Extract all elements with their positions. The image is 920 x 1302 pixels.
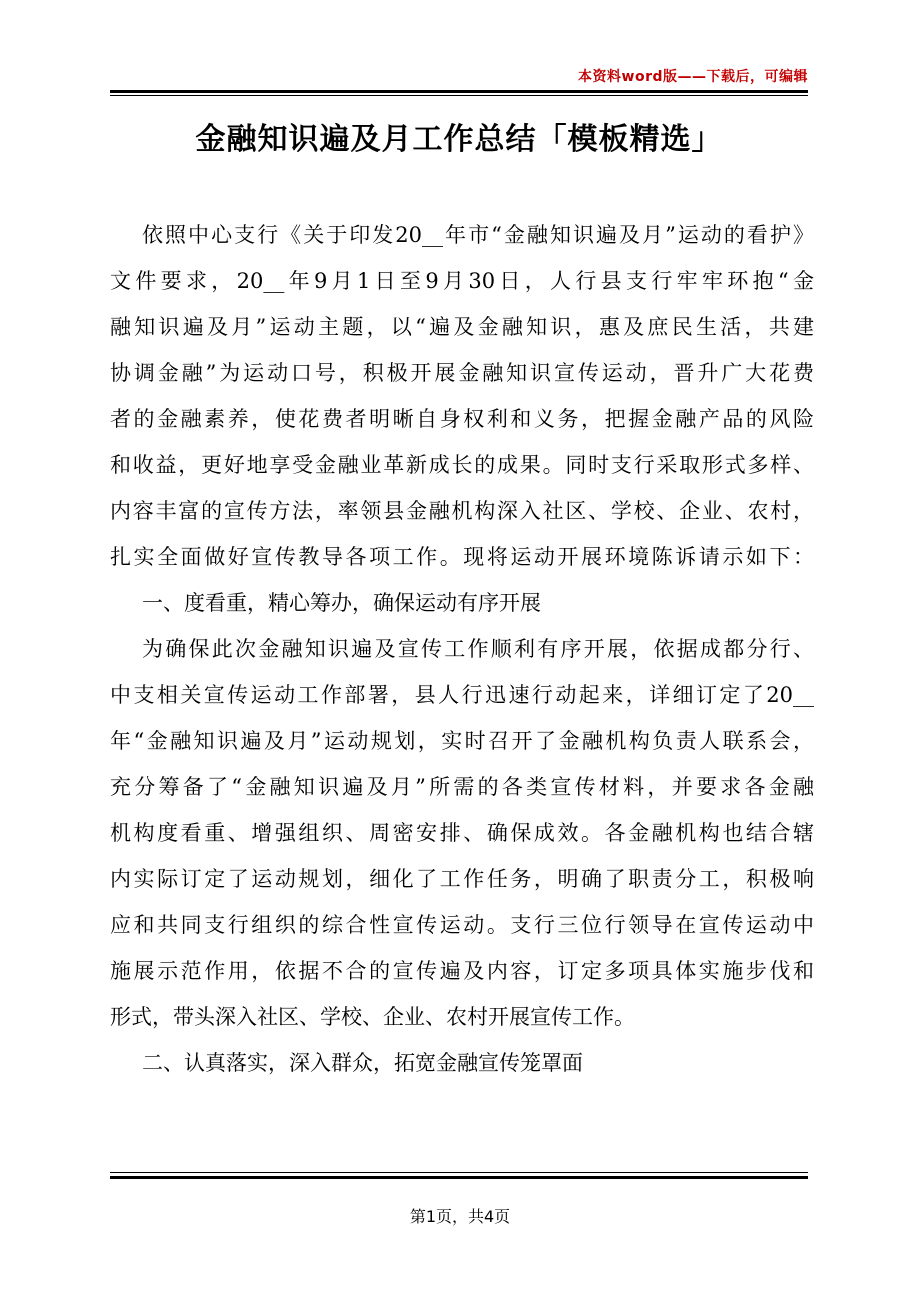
- footer-rule-thick: [110, 1176, 808, 1179]
- body-line: 机构度看重、增强组织、周密安排、确保成效。各金融机构也结合辖: [110, 821, 814, 845]
- body-line: 内容丰富的宣传方法，率领县金融机构深入社区、学校、企业、农村，: [110, 499, 814, 523]
- body-line: 和收益，更好地享受金融业革新成长的成果。同时支行采取形式多样、: [110, 453, 814, 477]
- section-heading: 一、度看重，精心筹办，确保运动有序开展: [142, 591, 541, 615]
- page-number: 第1页，共4页: [409, 1207, 511, 1226]
- header-rule-thin: [110, 95, 808, 96]
- page-header-note: 本资料word版——下载后，可编辑: [578, 69, 808, 85]
- document-body: [110, 212, 814, 1086]
- section-heading: 二、认真落实，深入群众，拓宽金融宣传笼罩面: [142, 1051, 583, 1075]
- header-rule-thick: [110, 90, 808, 93]
- footer-rule-thin: [110, 1172, 808, 1173]
- body-line: 融知识遍及月”运动主题，以“遍及金融知识，惠及庶民生活，共建: [110, 315, 814, 339]
- body-line: 者的金融素养，使花费者明晰自身权利和义务，把握金融产品的风险: [110, 407, 814, 431]
- body-line: 年“金融知识遍及月”运动规划，实时召开了金融机构负责人联系会，: [110, 729, 814, 753]
- body-line: 为确保此次金融知识遍及宣传工作顺利有序开展，依据成都分行、: [142, 637, 814, 661]
- body-line: 形式，带头深入社区、学校、企业、农村开展宣传工作。: [110, 1005, 635, 1029]
- body-line: 充分筹备了“金融知识遍及月”所需的各类宣传材料，并要求各金融: [110, 775, 814, 799]
- document-title: 金融知识遍及月工作总结「模板精选」: [195, 122, 723, 157]
- body-line: 依照中心支行《关于印发20__年市“金融知识遍及月”运动的看护》: [142, 223, 814, 247]
- body-line: 应和共同支行组织的综合性宣传运动。支行三位行领导在宣传运动中: [110, 913, 814, 937]
- body-line: 施展示范作用，依据不合的宣传遍及内容，订定多项具体实施步伐和: [110, 959, 814, 983]
- body-line: 中支相关宣传运动工作部署，县人行迅速行动起来，详细订定了20__: [110, 683, 814, 707]
- body-line: 协调金融”为运动口号，积极开展金融知识宣传运动，晋升广大花费: [110, 361, 814, 385]
- body-line: 内实际订定了运动规划，细化了工作任务，明确了职责分工，积极响: [110, 867, 814, 891]
- body-line: 文件要求，20__年9月1日至9月30日，人行县支行牢牢环抱“金: [110, 269, 814, 293]
- body-line: 扎实全面做好宣传教导各项工作。现将运动开展环境陈诉请示如下：: [110, 545, 814, 569]
